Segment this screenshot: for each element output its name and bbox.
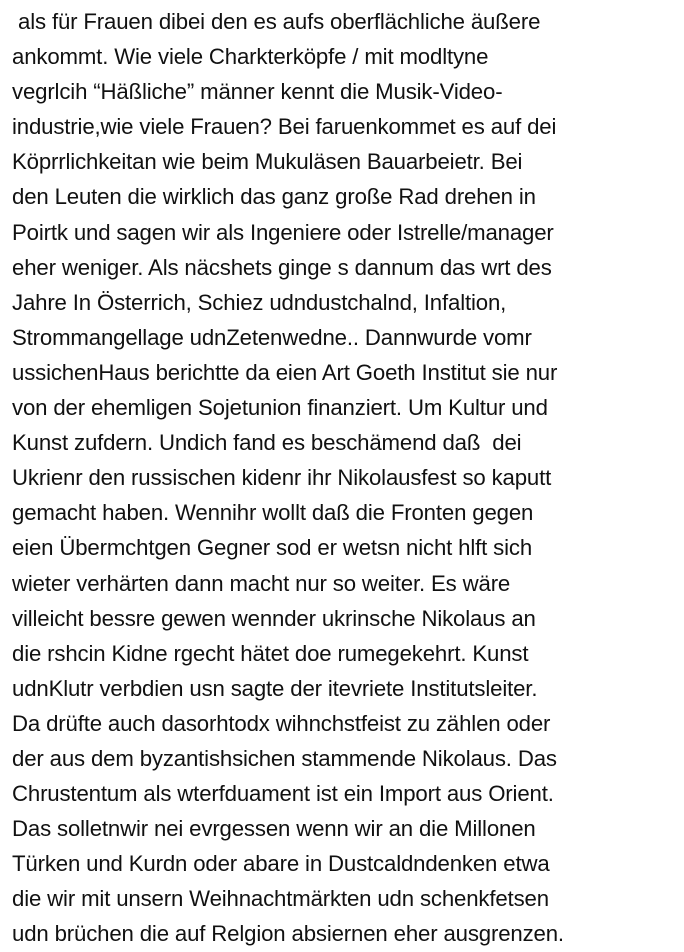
text-line: Jahre In Österrich, Schiez udndustchalnd, Infaltion, [12,289,507,315]
text-line: villeicht bessre gewen wennder ukrinsche Nikolaus an [12,605,536,631]
text-line: Poirtk und sagen wir als Ingeniere oder Istrelle/manager [12,219,554,245]
text-line: gemacht haben. Wennihr wollt daß die Fronten gegen [12,500,534,526]
text-line: Strommangellage udnZetenwedne.. Dannwurde vomr [12,324,532,350]
text-line: eher weniger. Als näcshets ginge s dannum das wrt des [12,254,552,280]
text-line: Das solletnwir nei evrgessen wenn wir an die Millonen [12,816,536,842]
text-line: der aus dem byzantishsichen stammende Nikolaus. Das [12,745,557,771]
text-line: udnKlutr verbdien usn sagte der itevriete Institutsleiter. [12,675,538,701]
text-line: die wir mit unsern Weihnachtmärkten udn schenkfetsen [12,886,549,912]
text-line: Köprrlichkeitan wie beim Mukuläsen Bauarbeietr. Bei [12,149,523,175]
text-line: Ukrienr den russischen kidenr ihr Nikolausfest so kaputt [12,465,552,491]
text-line: die rshcin Kidne rgecht hätet doe rumegekehrt. Kunst [12,640,529,666]
text-line: Da drüfte auch dasorhtodx wihnchstfeist zu zählen oder [12,710,551,736]
text-line: Türken und Kurdn oder abare in Dustcaldndenken etwa [12,851,550,877]
text-line: ankommt. Wie viele Charkterköpfe / mit modltyne [12,44,489,70]
text-line: ussichenHaus berichtte da eien Art Goeth Institut sie nur [12,359,558,385]
text-line: eien Übermchtgen Gegner sod er wetsn nicht hlft sich [12,535,533,561]
text-line: Kunst zufdern. Undich fand es beschämend daß dei [12,430,522,456]
text-line: Chrustentum als wterfduament ist ein Import aus Orient. [12,781,554,807]
text-line: udn brüchen die auf Relgion absiernen eher ausgrenzen. [12,921,564,947]
text-line: von der ehemligen Sojetunion finanziert. Um Kultur und [12,395,548,421]
text-line: industrie,wie viele Frauen? Bei faruenkommet es auf dei [12,114,557,140]
text-line: den Leuten die wirklich das ganz große Rad drehen in [12,184,536,210]
text-line: als für Frauen dibei den es aufs oberflächliche äußere [12,9,541,34]
document-text [12,4,680,952]
text-line: wieter verhärten dann macht nur so weiter. Es wäre [12,570,511,596]
text-line: vegrlcih “Häßliche” männer kennt die Musik-Video- [12,79,503,105]
